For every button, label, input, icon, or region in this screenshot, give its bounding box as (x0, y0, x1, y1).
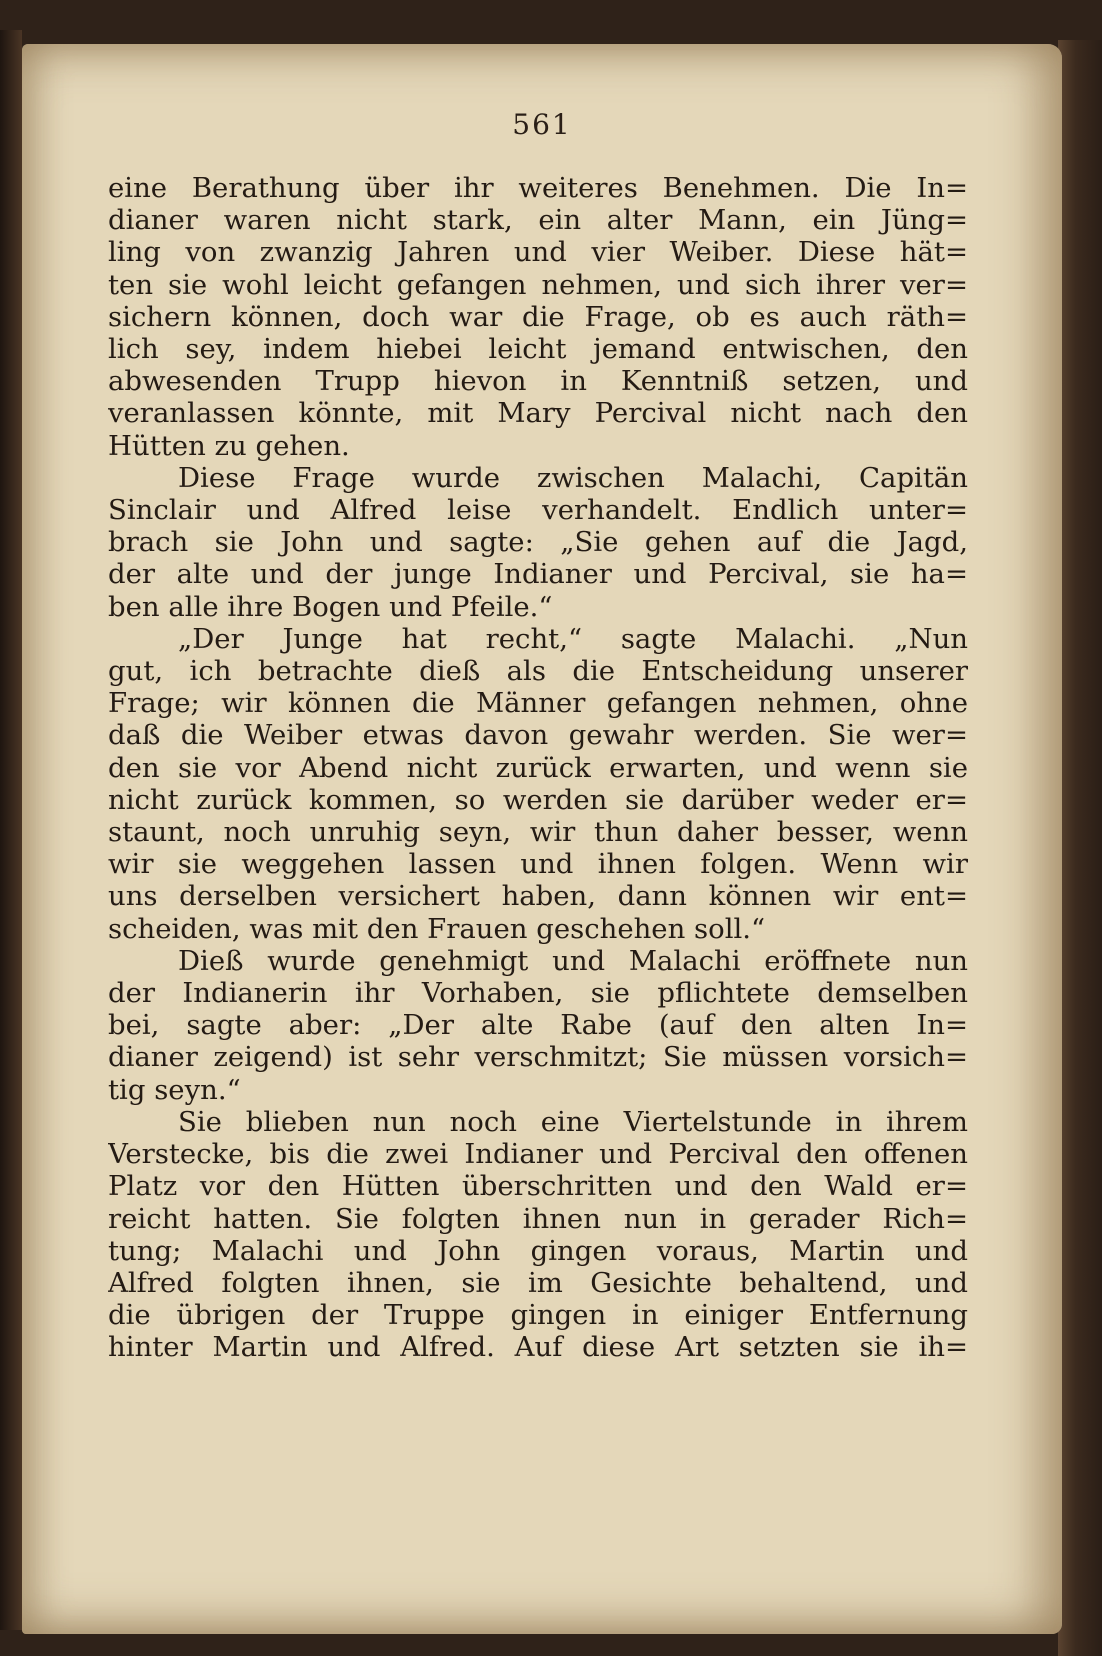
text-line: reicht hatten. Sie folgten ihnen nun in gerader Rich= (108, 1202, 968, 1235)
text-line: eine Berathung über ihr weiteres Benehmen. Die In= (108, 172, 968, 204)
text-line: den sie vor Abend nicht zurück erwarten, und wenn sie (108, 751, 968, 784)
text-line: veranlassen könnte, mit Mary Percival nicht nach den (108, 397, 968, 430)
text-line: wir sie weggehen lassen und ihnen folgen. Wenn wir (108, 848, 968, 881)
text-line: Verstecke, bis die zwei Indianer und Percival den offenen (108, 1138, 968, 1171)
text-line: gut, ich betrachte dieß als die Entscheidung unserer (108, 655, 968, 688)
book-cover-edge (1058, 40, 1102, 1656)
text-line: dianer zeigend) ist sehr verschmitzt; Sie müssen vorsich= (108, 1041, 968, 1074)
text-line: „Der Junge hat recht,“ sagte Malachi. „Nun (178, 622, 968, 655)
text-line: hinter Martin und Alfred. Auf diese Art setzten sie ih= (108, 1331, 968, 1364)
book-page (22, 44, 1062, 1634)
text-line: Dieß wurde genehmigt und Malachi eröffnete nun (178, 944, 968, 977)
text-line: Platz vor den Hütten überschritten und den Wald er= (108, 1170, 968, 1203)
text-line: ling von zwanzig Jahren und vier Weiber. Diese hät= (108, 236, 968, 269)
text-line: die übrigen der Truppe gingen in einiger Entfernung (108, 1299, 968, 1332)
page-number: 561 (512, 108, 572, 141)
text-line: nicht zurück kommen, so werden sie darüber weder er= (108, 783, 968, 816)
text-line: Sinclair und Alfred leise verhandelt. Endlich unter= (108, 494, 968, 527)
text-line: Alfred folgten ihnen, sie im Gesichte behaltend, und (108, 1266, 968, 1299)
text-line: tung; Malachi und John gingen voraus, Martin und (108, 1234, 968, 1267)
text-line: scheiden, was mit den Frauen geschehen soll.“ (108, 912, 766, 945)
text-line: ben alle ihre Bogen und Pfeile.“ (108, 590, 553, 623)
text-line: Frage; wir können die Männer gefangen nehmen, ohne (108, 687, 968, 720)
text-line: brach sie John und sagte: „Sie gehen auf die Jagd, (108, 526, 968, 559)
text-line: Hütten zu gehen. (108, 429, 350, 462)
text-line: Sie blieben nun noch eine Viertelstunde in ihrem (178, 1105, 968, 1138)
text-line: sichern können, doch war die Frage, ob es auch räth= (108, 300, 968, 333)
text-line: bei, sagte aber: „Der alte Rabe (auf den alten In= (108, 1009, 968, 1042)
text-line: uns derselben versichert haben, dann können wir ent= (108, 880, 968, 913)
text-line: lich sey, indem hiebei leicht jemand entwischen, den (108, 333, 968, 366)
text-line: dianer waren nicht stark, ein alter Mann, ein Jüng= (108, 204, 968, 237)
text-line: tig seyn.“ (108, 1073, 241, 1106)
book-spine-edge (0, 30, 22, 1630)
text-line: staunt, noch unruhig seyn, wir thun daher besser, wenn (108, 816, 968, 849)
body-text (108, 172, 968, 1364)
text-line: der alte und der junge Indianer und Percival, sie ha= (108, 558, 968, 591)
text-line: Diese Frage wurde zwischen Malachi, Capitän (178, 461, 968, 494)
text-line: der Indianerin ihr Vorhaben, sie pflichtete demselben (108, 977, 968, 1010)
text-line: daß die Weiber etwas davon gewahr werden. Sie wer= (108, 719, 968, 752)
text-line: abwesenden Trupp hievon in Kenntniß setzen, und (108, 365, 968, 398)
text-line: ten sie wohl leicht gefangen nehmen, und sich ihrer ver= (108, 268, 968, 301)
